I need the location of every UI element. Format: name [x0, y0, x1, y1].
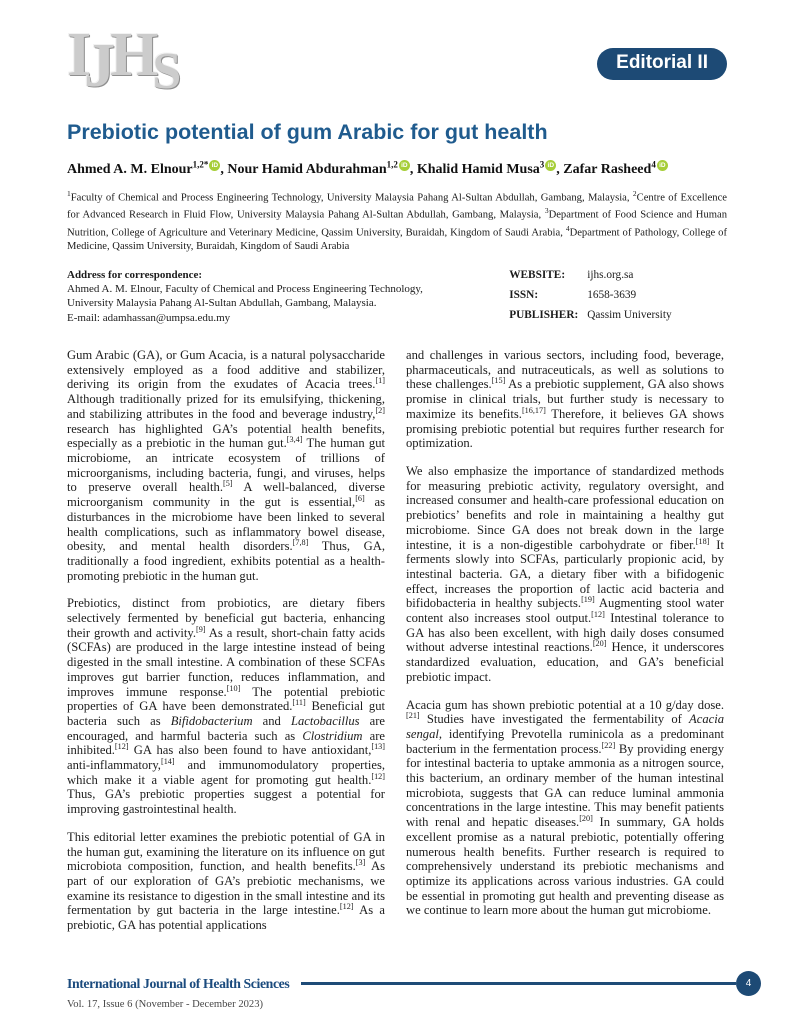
meta-row-issn — [509, 288, 727, 302]
logo-letter: S — [152, 43, 179, 100]
footer-issue-line: Vol. 17, Issue 6 (November - December 2023) — [67, 999, 264, 1010]
page-header — [67, 21, 727, 108]
orcid-icon[interactable]: iD — [209, 160, 220, 171]
page-footer — [67, 971, 761, 1010]
author: Zafar Rasheed$^4$ iD — [563, 162, 668, 177]
left-column — [67, 348, 385, 992]
website-link[interactable]: ijhs.org.sa — [587, 269, 634, 282]
issn-value: 1658-3639 — [587, 289, 637, 302]
correspondence-meta-row — [67, 268, 727, 328]
orcid-icon[interactable]: iD — [545, 160, 556, 171]
right-column — [406, 348, 724, 992]
article-title: Prebiotic potential of gum Arabic for gut health — [67, 120, 548, 144]
body-paragraph: and challenges in various sectors, including food, beverage, pharmaceuticals, and nutraceuticals, as well as solutions to these challenges.[15] As a prebiotic supplement, GA also shows promise in clinical trials, but further study is necessary to maximize its benefits.[16,17] Therefore, it believes GA shows promising prebiotic potential but requires further research for optimization. — [406, 348, 725, 451]
body-paragraph: We also emphasize the importance of standardized methods for measuring prebiotic activity, regulatory oversight, and increased consumer and health-care professional education on prebiotics’ benefits and role in maintaining a healthy gut microbiome. Since GA does not break down in the large intestine, it is a non-digestible carbohydrate or fiber.[18] It ferments slowly into SCFAs, particularly propionic acid, by intestinal bacteria. GA, a dietary fiber with a bifidogenic effect, increases the proportion of lactic acid bacteria and bifidobacteria in healthy subjects.[19] Augmenting stool water content also increases stool output.[12] Intestinal tolerance to GA has also been excellent, with high daily doses consumed without adverse intestinal reactions.[20] Hence, it underscores standardized evaluation, education, and GA’s beneficial prebiotic impact. — [406, 463, 725, 684]
affiliations: $^1$Faculty of Chemical and Process Engineering Technology, University Malaysia Pahang Al-Sultan Abdullah, Gambang, Malaysia, $^2$Centre of Excellence for Advanced Research in Fluid Flow, University Malaysia Pahang Al-Sultan Abdullah, Gambang, Malaysia, $^3$Department of Food Science and Human Nutrition, College of Agriculture and Veterinary Medicine, Qassim University, Buraidah, Kingdom of Saudi Arabia, $^4$Department of Pathology, College of Medicine, Qassim University, Buraidah, Kingdom of Saudi Arabia — [67, 188, 727, 252]
correspondence-email-line — [67, 311, 443, 325]
correspondence-block — [67, 268, 443, 328]
authors-line — [67, 159, 727, 178]
meta-row-website — [509, 268, 727, 282]
author: Nour Hamid Abdurahman$^{1,2}$ iD , — [227, 162, 416, 177]
editorial-badge: Editorial II — [597, 48, 727, 80]
correspondence-email-link[interactable]: adamhassan@umpsa.edu.my — [102, 311, 231, 324]
body-paragraph: This editorial letter examines the prebiotic potential of GA in the human gut, examining the literature on its influence on gut microbiota composition, function, and health benefits.[3] As part of our exploration of GA’s prebiotic mechanisms, we examine its resistance to digestion in the small intestine and its fermentation by gut bacteria in the large intestine.[12] As a prebiotic, GA has potential applications — [67, 829, 385, 933]
author: Khalid Hamid Musa$^3$ iD , — [417, 162, 563, 177]
body-paragraph: Acacia gum has shown prebiotic potential at a 10 g/day dose.[21] Studies have investigated the fermentability of Acacia sengal, identifying Prevotella ruminicola as a predominant bacterium in the fermentation process.[22] By providing energy for intestinal bacteria to uptake ammonia as a nitrogen source, this bacterium, an ordinary member of the human intestinal microbiota, suggests that GA can reduce luminal ammonia concentrations in the large intestine. This may benefit patients with renal and hepatic diseases.[20] In summary, GA holds excellent promise as a natural prebiotic, potentially offering numerous health benefits. Further research is required to comprehensively understand its prebiotic mechanisms and optimize its applications across various industries. GA could be essential in promoting gut health and preventing disease as we continue to learn more about the human gut microbiome. — [406, 697, 724, 918]
journal-meta-block — [509, 268, 727, 328]
website-label: WEBSITE: — [509, 269, 566, 282]
body-paragraph: Gum Arabic (GA), or Gum Acacia, is a natural polysaccharide extensively employed as a food additive and stabilizer, deriving its origin from the exudates of Acacia trees.[1] Although traditionally prized for its emulsifying, thickening, and stabilizing attributes in the food and beverage industry,[2] research has highlighted GA’s potential health benefits, especially as a prebiotic in the human gut.[3,4] The human gut microbiome, an intricate ecosystem of trillions of microorganisms, including bacteria, fungi, and viruses, helps to preserve overall health.[5] A well-balanced, diverse microorganism community in the gut is essential,[6] as disturbances in the microbiome have been linked to several health complications, such as inflammatory bowel disease, obesity, and mental health disorders.[7,8] Thus, GA, traditionally a food ingredient, exhibits potential as a health-promoting prebiotic in the human gut. — [67, 348, 385, 583]
ijhs-logo — [67, 21, 179, 100]
footer-rule — [301, 982, 736, 985]
orcid-icon[interactable]: iD — [657, 160, 668, 171]
footer-rule-row — [67, 971, 761, 996]
author: Ahmed A. M. Elnour$^{1,2*}$ iD , — [67, 162, 227, 177]
issn-label: ISSN: — [509, 289, 539, 302]
orcid-icon[interactable]: iD — [399, 160, 410, 171]
publisher-value: Qassim University — [587, 309, 672, 322]
email-label: E-mail: — [67, 311, 103, 324]
article-body — [67, 348, 727, 992]
page-number-badge: 4 — [736, 971, 761, 996]
logo-letter: I — [67, 21, 89, 89]
footer-journal-name: International Journal of Health Sciences — [67, 975, 290, 991]
correspondence-address: Ahmed A. M. Elnour, Faculty of Chemical and Process Engineering Technology, University Malaysia Pahang Al-Sultan Abdullah, Gambang, Malaysia. — [67, 283, 423, 310]
publisher-label: PUBLISHER: — [509, 309, 579, 322]
correspondence-label: Address for correspondence: — [67, 269, 203, 282]
logo-letter: J — [84, 32, 113, 100]
logo-letter: H — [110, 21, 156, 89]
meta-row-publisher — [509, 308, 727, 322]
body-paragraph: Prebiotics, distinct from probiotics, are dietary fibers selectively fermented by beneficial gut bacteria, enhancing their growth and activity.[9] As a result, short-chain fatty acids (SCFAs) are produced in the large intestine instead of being digested in the small intestine. A combination of these SCFAs improves gut barrier function, reduces inflammation, and improves immune response.[10] The potential prebiotic properties of GA have been demonstrated.[11] Beneficial gut bacteria such as Bifidobacterium and Lactobacillus are encouraged, and harmful bacteria such as Clostridium are inhibited.[12] GA has also been found to have antioxidant,[13] anti-inflammatory,[14] and immunomodulatory properties, which make it a viable agent for promoting gut health.[12] Thus, GA’s prebiotic properties suggest a potential for improving gastrointestinal health. — [67, 596, 385, 817]
